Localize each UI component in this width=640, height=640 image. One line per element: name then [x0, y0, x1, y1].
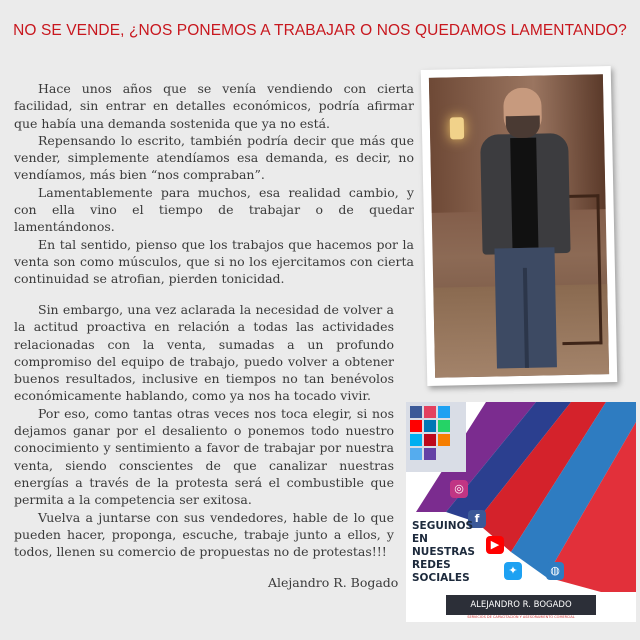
author-photo-frame — [421, 66, 618, 386]
lamp-icon — [450, 117, 464, 139]
article-block-1 — [14, 80, 414, 288]
brand-name: ALEJANDRO R. BOGADO — [446, 595, 596, 615]
author-signature: Alejandro R. Bogado — [268, 575, 399, 590]
globe-icon: ◍ — [546, 562, 564, 580]
author-photo — [429, 74, 609, 378]
paragraph: Vuelva a juntarse con sus vendedores, hable de lo que pueden hacer, proponga, escuche, trabaje junto a ellos, y todos, llenen su comercio de propuestas no de protestas!!! — [14, 509, 394, 560]
follow-us-text: SEGUINOS EN NUESTRAS REDES SOCIALES — [412, 520, 475, 584]
brand-tagline: SERVICIOS DE CAPACITACIÓN Y ASESORAMIENTO COMERCIAL — [467, 615, 575, 619]
paragraph: Hace unos años que se venía vendiendo con cierta facilidad, sin entrar en detalles económicos, podría afirmar que había una demanda sostenida que ya no está. — [14, 81, 414, 131]
youtube-icon: ▶ — [486, 536, 504, 554]
paragraph: Sin embargo, una vez aclarada la necesidad de volver a la actitud proactiva en relación a todas las actividades relacionadas con la venta, sumadas a un profundo compromiso del equipo de trabajo, puedo volver a obtener buenos resultados, inclusive en tiempos no tan benévolos económicamente hablando, como ya nos ha tocado vivir. — [14, 302, 394, 404]
facebook-icon: f — [468, 510, 486, 528]
paragraph: En tal sentido, pienso que los trabajos que hacemos por la venta son como músculos, que si no los ejercitamos con cierta continuidad se atrofian, pierden tonicidad. — [14, 236, 414, 287]
author-figure — [469, 87, 585, 378]
instagram-icon: ◎ — [450, 480, 468, 498]
twitter-icon: ✦ — [504, 562, 522, 580]
paragraph: Por eso, como tantas otras veces nos toca elegir, si nos dejamos ganar por el desaliento o ponemos todo nuestro conocimiento y sentimiento a favor de trabajar por nuestra venta, siendo conscientes de que canalizar nuestras energías a través de la protesta será el combustible que permita a la competencia ser exitosa. — [14, 405, 394, 508]
paragraph: Repensando lo escrito, también podría decir que más que vender, simplemente atendíamos esa demanda, es decir, no vendíamos, más bien “nos compraban”. — [14, 132, 414, 183]
page-title: NO SE VENDE, ¿NOS PONEMOS A TRABAJAR O NOS QUEDAMOS LAMENTANDO? — [13, 22, 627, 39]
paragraph: Lamentablemente para muchos, esa realidad cambio, y con ella vino el tiempo de trabajar o de quedar lamentándonos. — [14, 184, 414, 235]
article-block-2 — [14, 301, 394, 560]
social-stripes — [406, 402, 636, 622]
social-media-card — [406, 402, 636, 622]
